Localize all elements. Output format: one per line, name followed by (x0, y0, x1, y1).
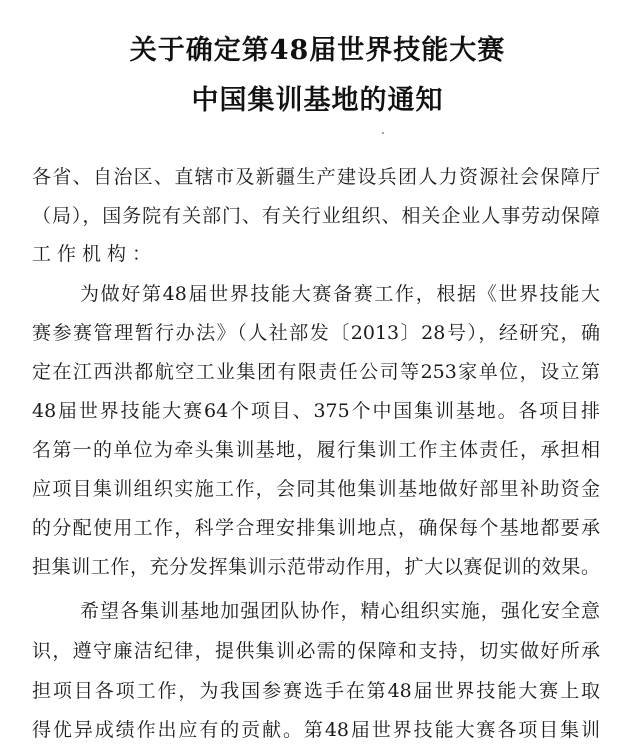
body-line: 赛参赛管理暂行办法》（人社部发〔2013〕28号），经研究，确 (32, 322, 600, 344)
body-line: 希望各集训基地加强团队协作，精心组织实施，强化安全意 (80, 600, 600, 622)
body-line: 的分配使用工作，科学合理安排集训地点，确保每个基地都要承 (32, 517, 600, 539)
body-line: 为做好第48届世界技能大赛备赛工作，根据《世界技能大 (80, 283, 600, 305)
body-line: 工作机构： (32, 243, 158, 265)
scan-speck (382, 132, 384, 134)
body-line: （局），国务院有关部门、有关行业组织、相关企业人事劳动保障 (32, 205, 600, 227)
document-title-line-1: 关于确定第48届世界技能大赛 (129, 35, 506, 66)
document-title-line-2: 中国集训基地的通知 (191, 85, 444, 116)
body-line: 应项目集训组织实施工作，会同其他集训基地做好部里补助资金 (32, 478, 600, 500)
body-line: 得优异成绩作出应有的贡献。第48届世界技能大赛各项目集训 (32, 719, 600, 741)
body-line: 定在江西洪都航空工业集团有限责任公司等253家单位，设立第 (32, 361, 600, 383)
body-line: 担集训工作，充分发挥集训示范带动作用，扩大以赛促训的效果。 (32, 556, 600, 578)
body-line: 48届世界技能大赛64个项目、375个中国集训基地。各项目排 (32, 400, 600, 422)
body-line: 识，遵守廉洁纪律，提供集训必需的保障和支持，切实做好所承 (32, 640, 600, 662)
body-line: 担项目各项工作，为我国参赛选手在第48届世界技能大赛上取 (32, 680, 600, 702)
body-line: 各省、自治区、直辖市及新疆生产建设兵团人力资源社会保障厅 (32, 166, 600, 188)
body-line: 名第一的单位为牵头集训基地，履行集训工作主体责任，承担相 (32, 439, 600, 461)
